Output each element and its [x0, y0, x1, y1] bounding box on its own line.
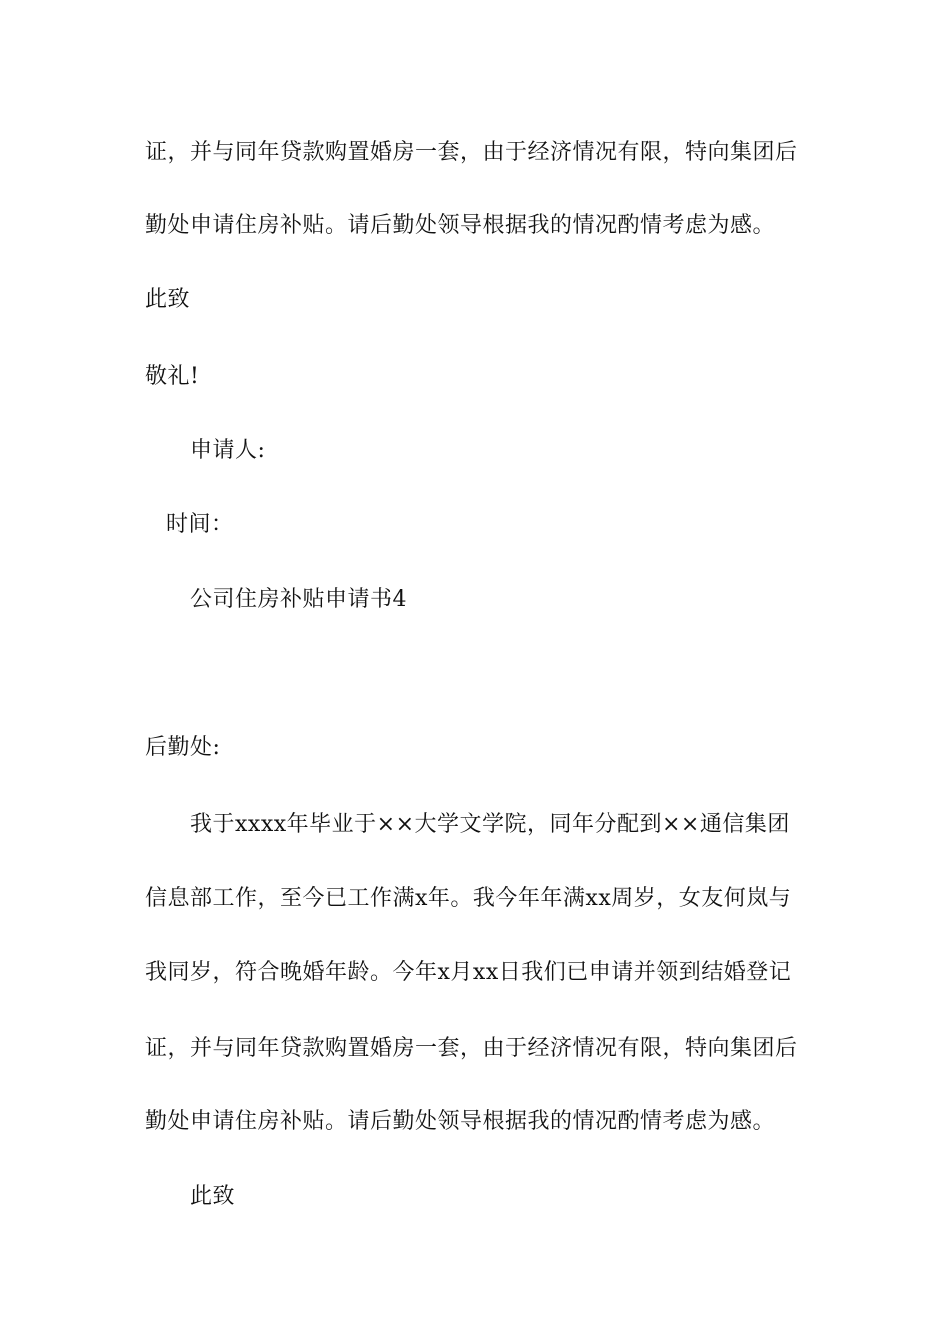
paragraph-line: 勤处申请住房补贴。请后勤处领导根据我的情况酌情考虑为感。	[145, 213, 776, 238]
paragraph-line: 勤处申请住房补贴。请后勤处领导根据我的情况酌情考虑为感。	[145, 1109, 776, 1134]
closing-regards: 敬礼!	[145, 364, 200, 389]
applicant-label: 申请人:	[190, 438, 266, 463]
closing-salutation: 此致	[190, 1184, 236, 1209]
closing-salutation: 此致	[145, 287, 191, 312]
recipient-line: 后勤处:	[145, 735, 221, 760]
paragraph-line: 我于xxxx年毕业于××大学文学院，同年分配到××通信集团	[190, 812, 790, 837]
paragraph-line: 我同岁，符合晚婚年龄。今年x月xx日我们已申请并领到结婚登记	[145, 960, 792, 985]
paragraph-line: 信息部工作，至今已工作满x年。我今年年满xx周岁，女友何岚与	[145, 886, 792, 911]
date-label: 时间：	[166, 512, 234, 537]
paragraph-line: 证，并与同年贷款购置婚房一套，由于经济情况有限，特向集团后	[145, 140, 798, 165]
paragraph-line: 证，并与同年贷款购置婚房一套，由于经济情况有限，特向集团后	[145, 1036, 798, 1061]
section-title: 公司住房补贴申请书4	[190, 587, 407, 612]
